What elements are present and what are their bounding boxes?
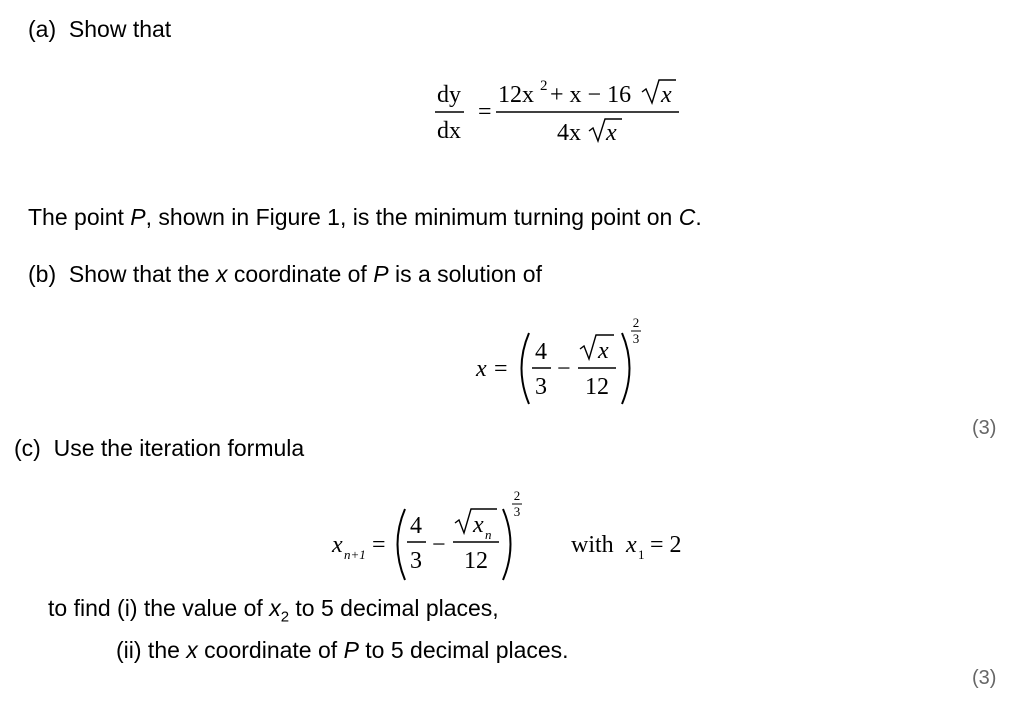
find-ii-text-1: (ii) the [116, 637, 187, 663]
eq-b-exp-den: 3 [632, 331, 640, 346]
eq-a-num-sqrt-x: x [661, 82, 672, 108]
statement-text-1: The point [28, 204, 131, 230]
eq-b-sqrt-x: x [598, 338, 609, 364]
question-line-b [28, 263, 542, 286]
part-a-text: Show that [68, 16, 172, 42]
eq-b-frac2-den: 12 [585, 374, 609, 400]
eq-c-left-paren [398, 509, 406, 580]
part-c-text: Use the iteration formula [53, 435, 305, 461]
eq-b-frac1-num: 4 [535, 339, 547, 365]
find-ii-text-3: to 5 decimal places. [358, 637, 569, 663]
find-i-text-1: to find (i) the value of [48, 595, 270, 621]
find-i-text-2: to 5 decimal places, [289, 595, 499, 621]
part-a-label: (a) [28, 16, 57, 42]
statement-text-3: . [695, 204, 702, 230]
eq-c-right-paren [503, 509, 511, 580]
eq-a-den-sqrt-x: x [606, 120, 617, 146]
find-i-line [48, 597, 499, 625]
eq-c-lhs: x [332, 532, 343, 558]
eq-c-frac1-den: 3 [410, 548, 422, 574]
equation-a [435, 78, 679, 146]
part-b-text-2: coordinate of [227, 261, 374, 287]
statement-text-2: , shown in Figure 1, is the minimum turning point on [145, 204, 679, 230]
eq-a-den-a: 4x [557, 120, 581, 146]
part-b-label: (b) [28, 261, 57, 287]
eq-b-left-paren [522, 333, 530, 404]
eq-b-right-paren [622, 333, 630, 404]
eq-a-lhs-den: dx [437, 118, 461, 144]
find-ii-line [116, 639, 569, 662]
find-ii-p: P [343, 637, 359, 663]
statement-c: C [678, 204, 696, 230]
eq-c-frac1-num: 4 [410, 513, 422, 539]
find-ii-text-2: coordinate of [197, 637, 344, 663]
eq-c-exp-num: 2 [513, 488, 521, 503]
find-ii-x: x [186, 637, 198, 663]
eq-c-equals: = [372, 532, 386, 558]
eq-c-lhs-sub: n+1 [344, 547, 366, 562]
statement-p: P [130, 204, 146, 230]
find-i-x: x [269, 595, 281, 621]
eq-b-frac1-den: 3 [535, 374, 547, 400]
eq-a-num-exp: 2 [540, 78, 548, 94]
eq-c-x1: x [626, 532, 637, 558]
eq-b-minus: − [557, 356, 571, 382]
eq-c-sqrt-x: x [473, 512, 484, 538]
eq-a-num-b: + x − 16 [550, 82, 632, 108]
eq-c-exp-den: 3 [513, 504, 521, 519]
find-i-sub: 2 [280, 608, 290, 626]
part-b-text-3: is a solution of [388, 261, 542, 287]
part-b-marks: (3) [972, 417, 997, 439]
equation-b [475, 315, 641, 404]
part-b-p: P [373, 261, 389, 287]
eq-b-sqrt-sign [580, 335, 614, 359]
part-b-text-1: Show that the [68, 261, 216, 287]
eq-c-frac2-den: 12 [464, 548, 488, 574]
part-c-marks: (3) [972, 667, 997, 689]
equation-c [331, 488, 682, 580]
part-b-x: x [215, 261, 228, 287]
eq-c-with: with [571, 532, 614, 558]
eq-c-x1-sub: 1 [638, 547, 645, 562]
statement-line [28, 206, 702, 229]
eq-c-x1-val: = 2 [650, 532, 682, 558]
eq-a-equals: = [478, 99, 492, 125]
eq-a-lhs-num: dy [437, 82, 461, 108]
eq-b-lhs: x [476, 356, 487, 382]
part-c-label: (c) [14, 435, 41, 461]
eq-c-sqrt-sub: n [485, 527, 492, 542]
eq-b-exp-num: 2 [632, 315, 640, 330]
eq-a-num-a: 12x [498, 82, 534, 108]
question-line-c [14, 437, 304, 460]
eq-c-minus: − [432, 532, 446, 558]
eq-b-equals: = [494, 356, 508, 382]
